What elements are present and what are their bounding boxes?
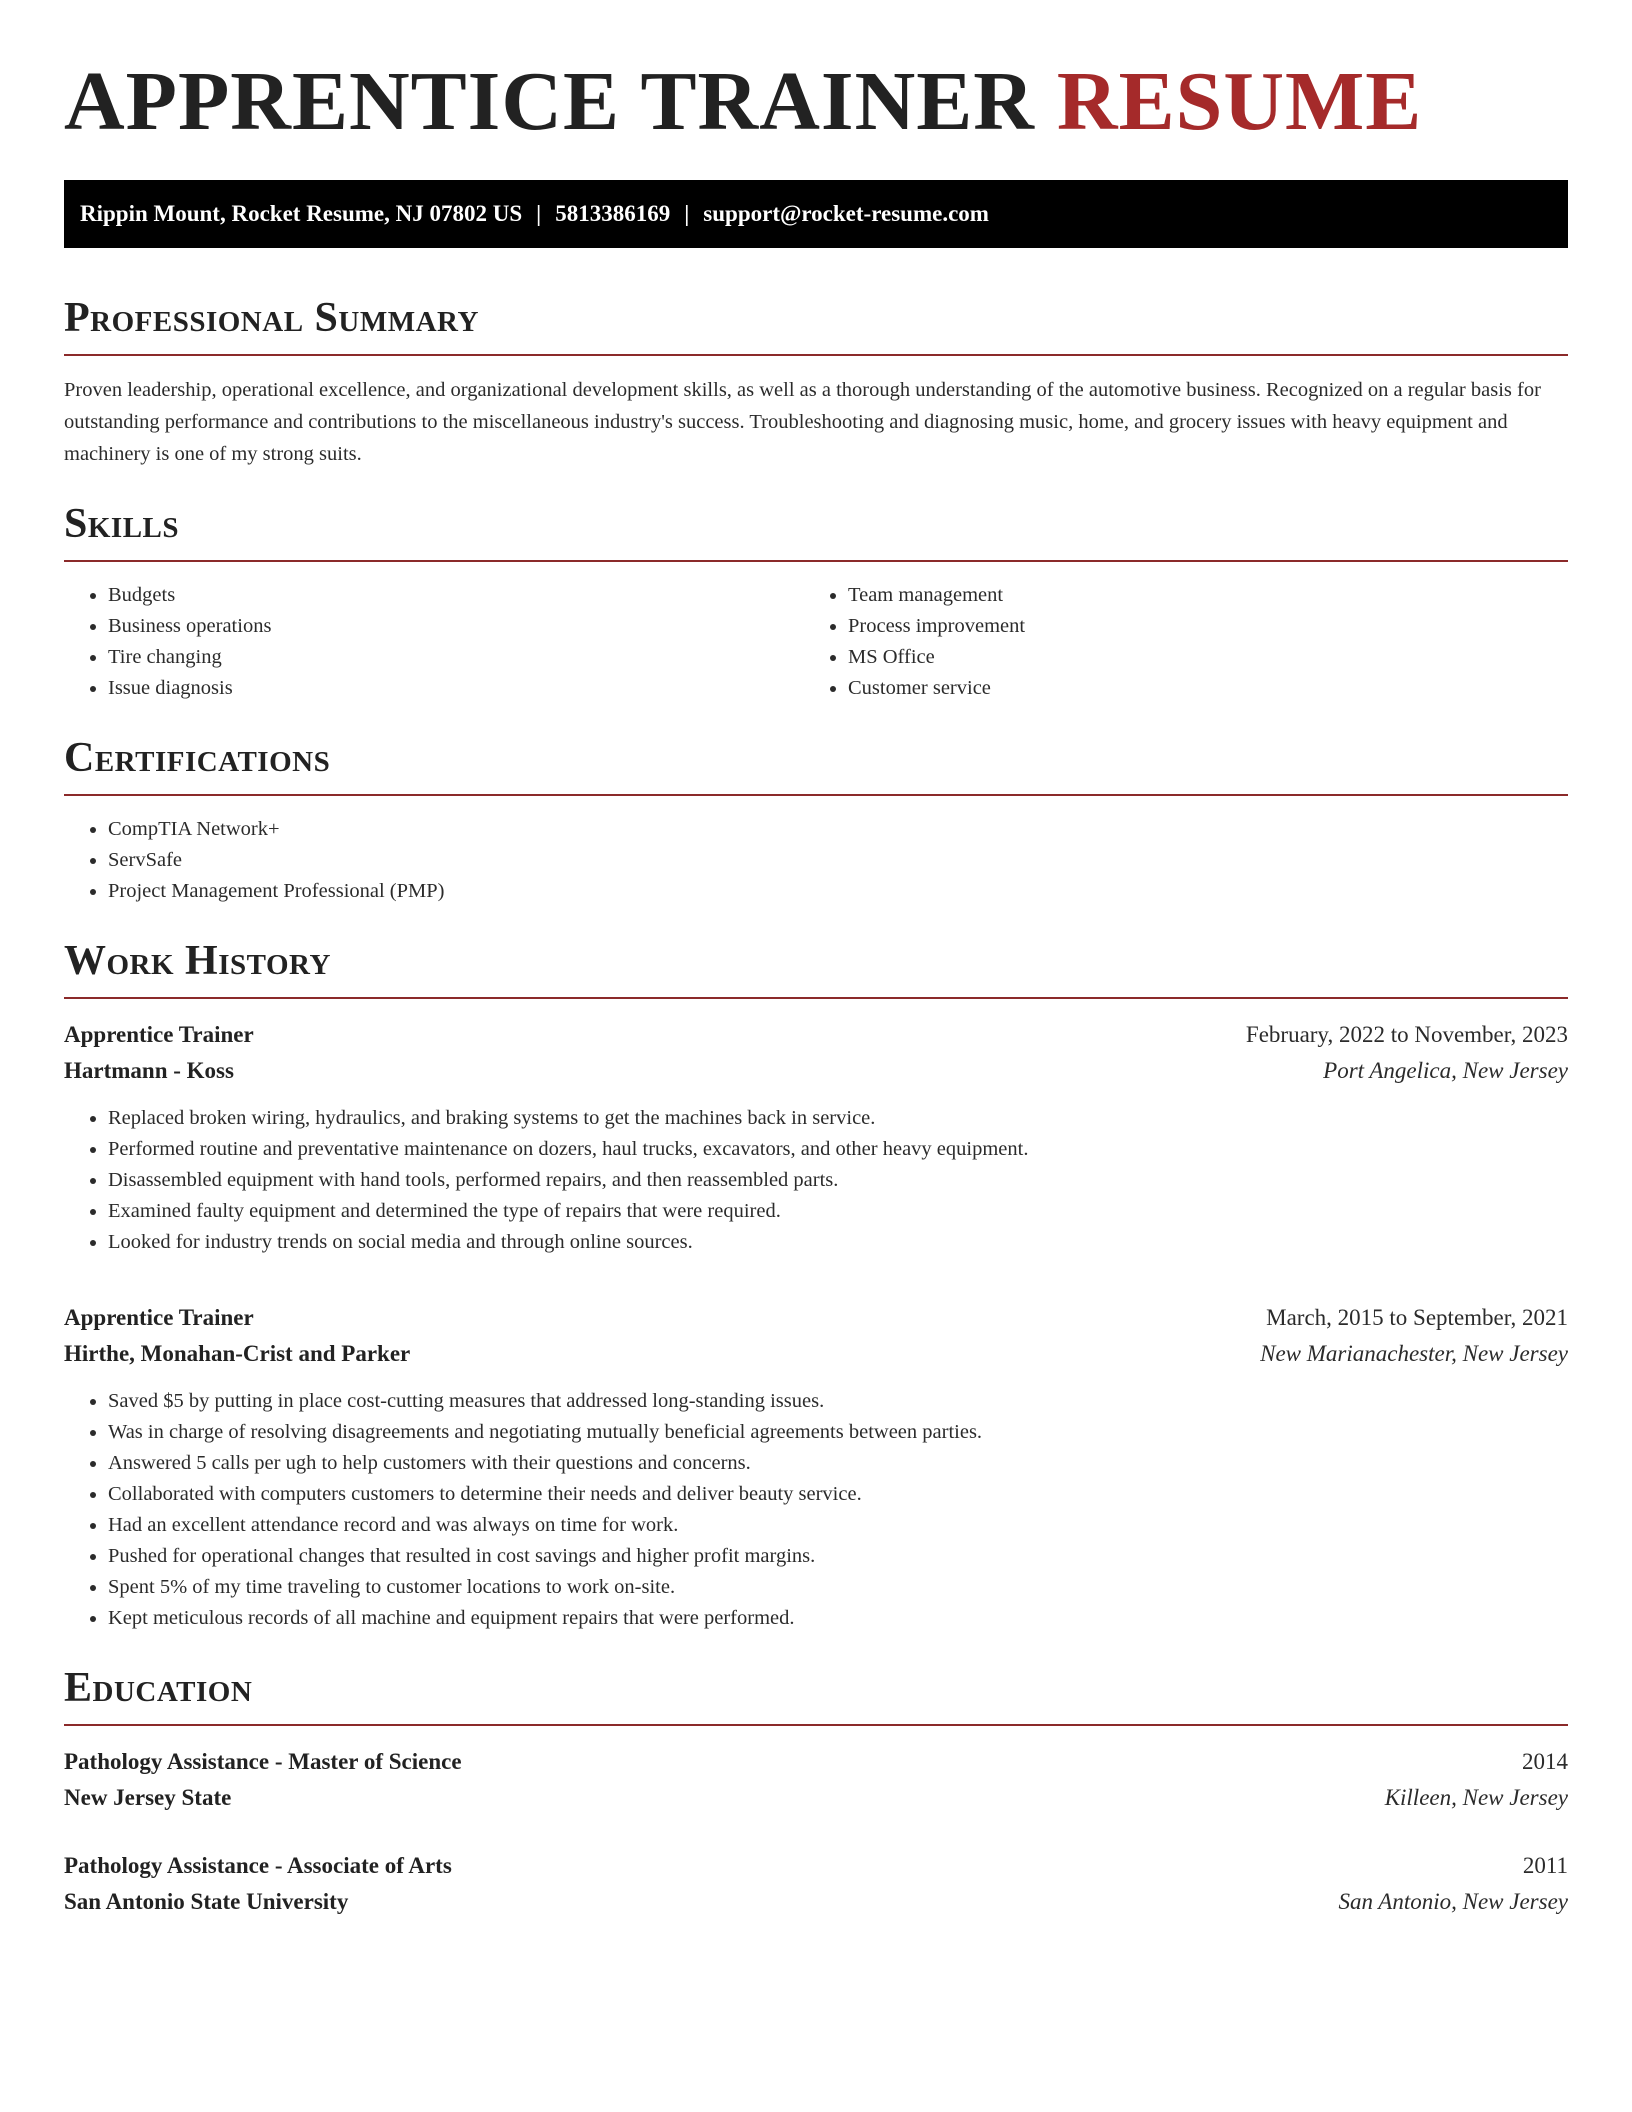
- title-accent: RESUME: [1056, 55, 1423, 148]
- skills-heading: Skills: [64, 501, 180, 547]
- education-entry: [64, 1848, 1568, 1920]
- job-header-row: [64, 1300, 1568, 1336]
- summary-section: [64, 292, 1568, 470]
- contact-separator: |: [536, 201, 542, 226]
- skills-list-right: [804, 580, 1568, 704]
- job-duty: • Collaborated with computers customers to determine their needs and deliver beauty service.: [108, 1479, 1568, 1510]
- resume-title: [64, 52, 1568, 152]
- skill-item: • Issue diagnosis: [108, 673, 804, 704]
- skill-item: • Team management: [848, 580, 1568, 611]
- certification-item: • CompTIA Network+: [108, 814, 1568, 845]
- job-location: New Marianachester, New Jersey: [1260, 1341, 1568, 1366]
- education-degree: Pathology Assistance - Associate of Arts: [64, 1853, 452, 1878]
- job-duty: • Performed routine and preventative maintenance on dozers, haul trucks, excavators, and other heavy equipment.: [108, 1134, 1568, 1165]
- contact-bar: [64, 180, 1568, 248]
- job-duty: • Disassembled equipment with hand tools, performed repairs, and then reassembled parts.: [108, 1165, 1568, 1196]
- section-divider: [64, 1724, 1568, 1726]
- skills-section: [64, 498, 1568, 704]
- job-duties-list: [64, 1386, 1568, 1634]
- job-entry: [64, 1300, 1568, 1634]
- job-company-row: [64, 1336, 1568, 1372]
- job-dates: March, 2015 to September, 2021: [1266, 1305, 1568, 1330]
- job-duty: • Answered 5 calls per ugh to help customers with their questions and concerns.: [108, 1448, 1568, 1479]
- job-header-row: [64, 1017, 1568, 1053]
- section-divider: [64, 354, 1568, 356]
- education-school: San Antonio State University: [64, 1889, 349, 1914]
- job-company: Hartmann - Koss: [64, 1058, 234, 1083]
- education-year: 2014: [1522, 1749, 1568, 1774]
- education-degree-row: [64, 1848, 1568, 1884]
- education-school-row: [64, 1884, 1568, 1920]
- title-main: APPRENTICE TRAINER: [64, 55, 1035, 148]
- job-duty: • Pushed for operational changes that resulted in cost savings and higher profit margins.: [108, 1541, 1568, 1572]
- education-degree: Pathology Assistance - Master of Science: [64, 1749, 462, 1774]
- certifications-heading: Certifications: [64, 735, 331, 781]
- job-duty: • Kept meticulous records of all machine and equipment repairs that were performed.: [108, 1603, 1568, 1634]
- job-duty: • Looked for industry trends on social media and through online sources.: [108, 1227, 1568, 1258]
- job-title: Apprentice Trainer: [64, 1022, 254, 1047]
- skill-item: • Process improvement: [848, 611, 1568, 642]
- job-title: Apprentice Trainer: [64, 1305, 254, 1330]
- summary-heading: Professional Summary: [64, 295, 479, 341]
- job-duty: • Replaced broken wiring, hydraulics, and braking systems to get the machines back in service.: [108, 1103, 1568, 1134]
- education-location: San Antonio, New Jersey: [1338, 1889, 1568, 1914]
- contact-address: Rippin Mount, Rocket Resume, NJ 07802 US: [80, 201, 523, 226]
- certification-item: • Project Management Professional (PMP): [108, 876, 1568, 907]
- summary-text: Proven leadership, operational excellence, and organizational development skills, as well as a thorough understanding of the automotive business. Recognized on a regular basis for outstanding performance and contributions to the miscellaneous industry's success. Troubleshooting and diagnosing music, home, and grocery issues with heavy equipment and machinery is one of my strong suits.: [64, 379, 1541, 465]
- education-section: [64, 1662, 1568, 1920]
- work-history-heading: Work History: [64, 938, 331, 984]
- section-divider: [64, 997, 1568, 999]
- skill-item: • MS Office: [848, 642, 1568, 673]
- certifications-list: [64, 814, 1568, 907]
- contact-email: support@rocket-resume.com: [703, 201, 989, 226]
- education-heading: Education: [64, 1665, 253, 1711]
- skill-item: • Tire changing: [108, 642, 804, 673]
- job-company: Hirthe, Monahan-Crist and Parker: [64, 1341, 411, 1366]
- work-history-section: [64, 935, 1568, 1634]
- job-entry: [64, 1017, 1568, 1258]
- education-year: 2011: [1522, 1853, 1568, 1878]
- education-school: New Jersey State: [64, 1785, 232, 1810]
- education-degree-row: [64, 1744, 1568, 1780]
- section-divider: [64, 794, 1568, 796]
- job-duties-list: [64, 1103, 1568, 1258]
- skill-item: • Business operations: [108, 611, 804, 642]
- skills-list-left: [64, 580, 804, 704]
- job-duty: • Examined faulty equipment and determined the type of repairs that were required.: [108, 1196, 1568, 1227]
- skill-item: • Customer service: [848, 673, 1568, 704]
- contact-phone: 5813386169: [555, 201, 671, 226]
- job-duty: • Had an excellent attendance record and was always on time for work.: [108, 1510, 1568, 1541]
- job-duty: • Was in charge of resolving disagreements and negotiating mutually beneficial agreements between parties.: [108, 1417, 1568, 1448]
- job-duty: • Saved $5 by putting in place cost-cutting measures that addressed long-standing issues.: [108, 1386, 1568, 1417]
- skills-grid: [64, 562, 1568, 704]
- education-entry: [64, 1744, 1568, 1816]
- skill-item: • Budgets: [108, 580, 804, 611]
- education-location: Killeen, New Jersey: [1384, 1785, 1568, 1810]
- certifications-section: [64, 732, 1568, 907]
- contact-separator: |: [684, 201, 690, 226]
- job-company-row: [64, 1053, 1568, 1089]
- certification-item: • ServSafe: [108, 845, 1568, 876]
- job-location: Port Angelica, New Jersey: [1323, 1058, 1568, 1083]
- job-duty: • Spent 5% of my time traveling to customer locations to work on-site.: [108, 1572, 1568, 1603]
- job-dates: February, 2022 to November, 2023: [1245, 1022, 1568, 1047]
- education-school-row: [64, 1780, 1568, 1816]
